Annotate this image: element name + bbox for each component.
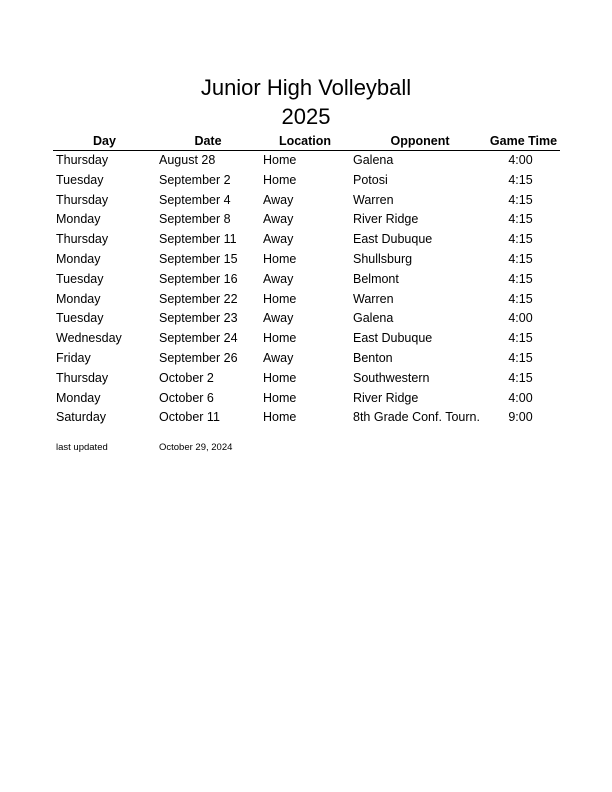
cell-date: September 16 [159,271,238,286]
table-row [53,270,560,290]
cell-opponent: River Ridge [353,390,419,405]
cell-day: Wednesday [56,331,122,346]
table-row [53,191,560,211]
cell-location: Home [263,390,297,405]
cell-game-time: 4:15 [508,212,533,227]
table-row [53,329,560,349]
cell-location: Away [263,232,294,247]
cell-opponent: Potosi [353,172,388,187]
cell-opponent: Warren [353,192,394,207]
header-location: Location [278,134,332,148]
cell-game-time: 4:15 [508,172,533,187]
cell-day: Tuesday [56,172,104,187]
last-updated-label: last updated [56,442,108,453]
cell-location: Away [263,271,294,286]
cell-location: Home [263,153,297,167]
cell-game-time: 9:00 [508,410,533,425]
cell-game-time: 4:15 [508,291,533,306]
cell-date: September 23 [159,311,238,326]
table-row [53,210,560,230]
cell-location: Away [263,311,294,326]
cell-game-time: 4:15 [508,232,533,247]
header-date: Date [194,134,222,148]
cell-game-time: 4:15 [508,350,533,365]
cell-date: October 6 [159,390,214,405]
table-row [53,250,560,270]
cell-location: Home [263,172,297,187]
cell-date: September 8 [159,212,231,227]
header-game-time: Game Time [489,134,558,148]
cell-day: Tuesday [56,271,104,286]
cell-location: Away [263,350,294,365]
header-opponent: Opponent [390,134,450,148]
cell-day: Thursday [56,232,109,247]
cell-opponent: East Dubuque [353,331,433,346]
cell-opponent: Warren [353,291,394,306]
cell-opponent: 8th Grade Conf. Tourn. [353,410,480,425]
cell-day: Monday [56,390,101,405]
cell-game-time: 4:15 [508,370,533,385]
cell-date: August 28 [159,153,216,167]
table-body [53,151,560,428]
cell-game-time: 4:15 [508,271,533,286]
cell-location: Home [263,370,297,385]
cell-day: Friday [56,350,91,365]
cell-day: Thursday [56,153,109,167]
cell-opponent: East Dubuque [353,232,433,247]
cell-opponent: Shullsburg [353,251,413,266]
cell-date: September 15 [159,251,238,266]
cell-day: Tuesday [56,311,104,326]
cell-location: Away [263,192,294,207]
table-row [53,171,560,191]
cell-date: September 22 [159,291,238,306]
cell-opponent: Belmont [353,271,399,286]
cell-game-time: 4:15 [508,192,533,207]
cell-day: Thursday [56,192,109,207]
cell-game-time: 4:00 [508,311,533,326]
table-row [53,369,560,389]
cell-day: Monday [56,291,101,306]
table-row [53,230,560,250]
cell-day: Monday [56,212,101,227]
cell-day: Saturday [56,410,107,425]
header-day: Day [93,134,116,148]
page-subtitle-year: 2025 [281,104,331,129]
cell-location: Home [263,291,297,306]
cell-date: October 2 [159,370,214,385]
table-row [53,309,560,329]
table-row [53,151,560,171]
cell-game-time: 4:15 [508,251,533,266]
cell-day: Monday [56,251,101,266]
table-row [53,389,560,409]
cell-date: September 2 [159,172,231,187]
cell-game-time: 4:00 [508,153,533,167]
cell-game-time: 4:15 [508,331,533,346]
table-row [53,290,560,310]
last-updated-date: October 29, 2024 [159,442,233,453]
cell-date: September 26 [159,350,238,365]
cell-opponent: Benton [353,350,393,365]
schedule-table [53,133,560,428]
cell-opponent: Galena [353,153,394,167]
cell-date: September 11 [159,232,237,247]
page-title: Junior High Volleyball [200,75,412,100]
cell-opponent: River Ridge [353,212,419,227]
cell-day: Thursday [56,370,109,385]
cell-opponent: Southwestern [353,370,430,385]
cell-date: September 4 [159,192,231,207]
cell-location: Home [263,331,297,346]
cell-date: October 11 [159,410,220,425]
cell-date: September 24 [159,331,238,346]
table-row [53,408,560,428]
cell-location: Home [263,251,297,266]
table-row [53,349,560,369]
cell-opponent: Galena [353,311,394,326]
cell-location: Away [263,212,294,227]
cell-game-time: 4:00 [508,390,533,405]
cell-location: Home [263,410,297,425]
table-header [53,133,560,151]
